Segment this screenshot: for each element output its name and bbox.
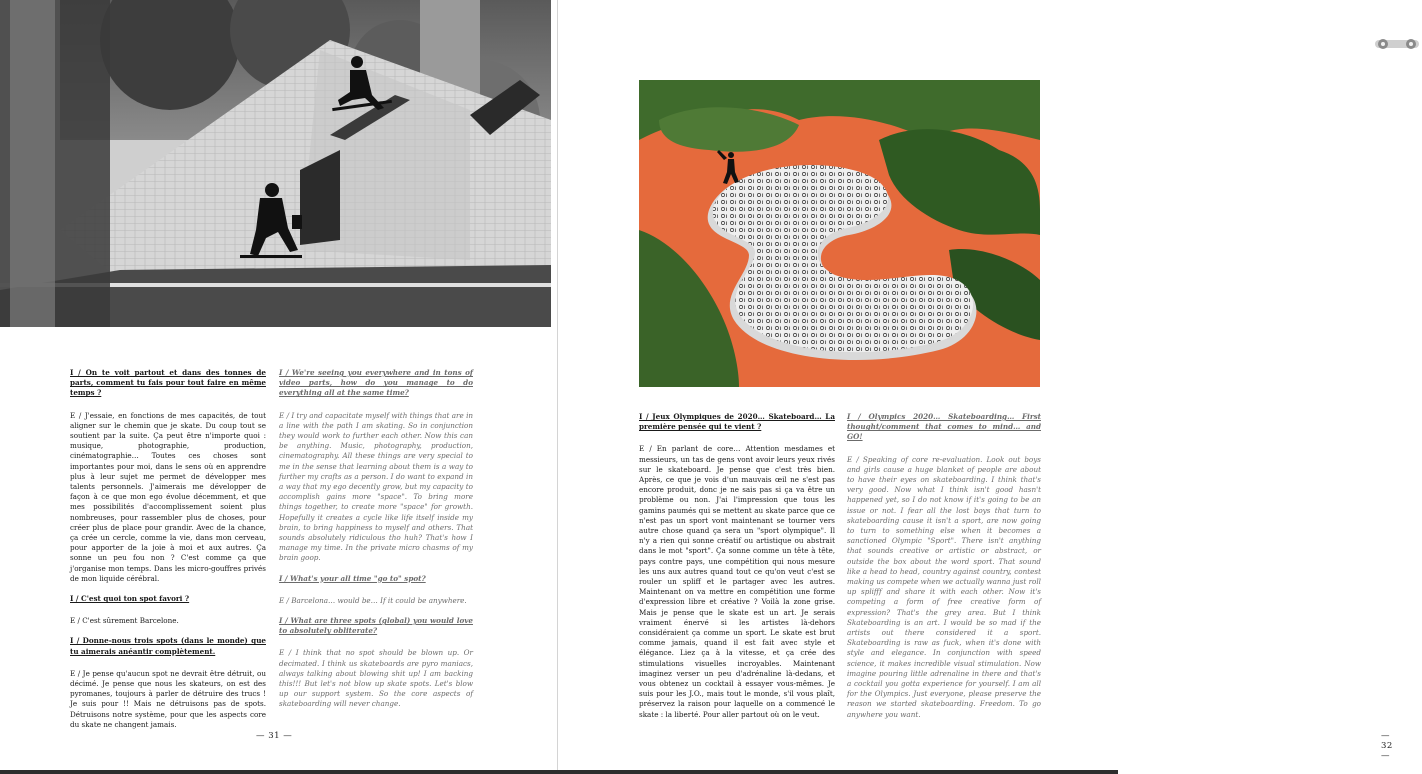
skateboard-wheels-icon [1372,38,1422,50]
answer-fr-3: E / Je pense qu'aucun spot ne devrait être détruit, ou décimé. Je pense que nous les skateurs, on est des pyromanes, toujours à parler de détruire des trucs ! Je suis pour !! Mais ne détruisons pas de spots. Détruisons notre système, pour que les aspects core du skate ne changent jamais. [70,668,266,729]
page-number-right: — 32 — [1381,731,1393,761]
left-page [0,0,558,774]
question-en-3: I / What are three spots (global) you would love to absolutely obliterate? [279,616,473,636]
answer-en-1: E / I try and capacitate myself with things that are in a line with the path I am skating. So in conjunction they would work to further each other. Now this can be anything. Music, photography, production, cinematography. All these things are very special to me in the sense that learning about them is a way to further my crafts as a person. I do want to expand in a way that my ego decently grow, but my capacity to accomplish gains more "space". To bring more things together, to create more "space" for growth. Hopefully it creates a cycle like life itself inside my brain, to bring happiness to myself and others. That sounds absolutely ridiculous tho huh? That's how I manage my time. In the private micro chasms of my brain goop. [279,410,473,563]
question-en-2: I / What's your all time "go to" spot? [279,573,426,583]
skate-photo-sculpture [639,80,1040,387]
question-en-olympics: I / Olympics 2020… Skateboarding… First thought/comment that comes to mind… and GO! [847,412,1041,442]
skate-photo-bw-svg [0,0,551,327]
answer-en-2: E / Barcelona… would be… If it could be anywhere. [279,595,467,605]
question-fr-olympics: I / Jeux Olympiques de 2020… Skateboard… La première pensée qui te vient ? [639,412,835,432]
question-fr-3: I / Donne-nous trois spots (dans le monde) que tu aimerais anéantir complètement. [70,636,266,656]
question-fr-2: I / C'est quoi ton spot favori ? [70,594,190,604]
question-fr-1: I / On te voit partout et dans des tonnes de parts, comment tu fais pour tout faire en même temps ? [70,368,266,398]
french-column-right [639,412,835,730]
answer-fr-2: E / C'est sûrement Barcelone. [70,616,179,626]
answer-fr-olympics: E / En parlant de core… Attention mesdames et messieurs, un tas de gens vont avoir leurs yeux rivés sur le skateboard. Je pense que c'est très bien. Après, ce que je vois d'un mauvais œil ne s'est pas encore produit, donc je ne sais pas si ça va être un problème ou non. J'ai l'impression que tous les gamins paumés qui se mettent au skate parce que ce n'est pas un sport vont maintenant se tourner vers autre chose quand ça sera un "sport olympique". Il n'y a rien qui sonne créatif ou artistique ou abstrait dans le mot "sport". Ça sonne comme un tête à tête, pays contre pays, une compétition qui nous mesure les uns aux autres quand tout ce qu'on veut c'est se rouler un spliff et le partager avec les autres. Maintenant on va mettre en compétition une forme d'expression libre et créative ? Voilà la zone grise. Mais je pense que le skate est un art. Je serais vraiment énervé si les artistes là-dehors considéraient ça comme un sport. Le skate est brut comme jamais, quand il est fait avec style et élégance. Liez ça à la vitesse, et ça crée des stimulations visuelles incroyables. Maintenant imaginez verser un peu d'adrénaline là-dedans, et vous obtenez un cocktail à essayer vous-mêmes. Je suis pour les J.O., mais tout le monde, s'il vous plaît, préservez la raison pour laquelle on a commencé le skate : la liberté. Pour aller partout où on le veut. [639,444,835,719]
french-column-left [70,368,266,740]
english-column-right [847,412,1041,730]
english-column-left [279,368,473,720]
bottom-edge-rule [0,770,1118,774]
answer-en-3: E / I think that no spot should be blown up. Or decimated. I think us skateboards are pyro maniacs, always talking about blowing shit up! I am backing this!!! But let's not blow up skate spots. Let's blow up our support system. So the core aspects of skateboarding will never change. [279,648,473,709]
answer-en-olympics: E / Speaking of core re-evaluation. Look out boys and girls cause a huge blanket of people are about to have their eyes on skateboarding. I think that's very good. Now what I think isn't good hasn't happened yet, so I do not know if it's going to be an issue or not. I fear all the lost boys that turn to skateboarding cause it isn't a sport, are now going to turn to something else when it becomes a sanctioned Olympic "Sport". There isn't anything that sounds creative or artistic or abstract, or outside the box about the word sport. That sound like a head to head, country against country, contest making us compete when we actually wanna just roll up splifff and share it with each other. Now it's competing a form of free creative form of expression? That's the grey area. But I think Skateboarding is an art. I would be so mad if the artists out there considered it a sport. Skateboarding is raw as fuck, when it's done with style and elegance. In conjunction with speed science, it makes incredible visual stimulation. Now imagine pouring little adrenaline in there and that's a cocktail you gotta experience for yourself. I am all for the Olympics. Just everyone, please preserve the reason we started skateboarding. Freedom. To go anywhere you want. [847,454,1041,719]
right-page [558,0,1393,774]
answer-fr-1: E / J'essaie, en fonctions de mes capacités, de tout aligner sur le chemin que je skate. Du coup tout se soutient par la suite. Ça peut être n'importe quoi : musique, photographie, production, cinématographie… Toutes ces choses sont importantes pour moi, dans le sens où en apprendre plus à leur sujet me permet de développer mes talents personnels. J'aimerais me développer de façon à ce que mon ego évolue décemment, et que mes possibilités d'accomplissement soient plus nombreuses, pour rassembler plus de choses, pour créer plus de place pour grandir. Avec de la chance, ça crée un cercle, comme la vie, dans mon cerveau, pour apporter de la joie à moi et aux autres. Ça sonne un peu fou non ? C'est comme ça que j'organise mon temps. Dans les micro-gouffres privés de mon liquide cérébral. [70,410,266,583]
skate-photo-bw [0,0,551,327]
question-en-1: I / We're seeing you everywhere and in tons of video parts, how do you manage to do everything all at the same time? [279,368,473,398]
page-number-left: — 31 — [256,731,293,741]
skate-photo-sculpture-svg [639,80,1040,387]
